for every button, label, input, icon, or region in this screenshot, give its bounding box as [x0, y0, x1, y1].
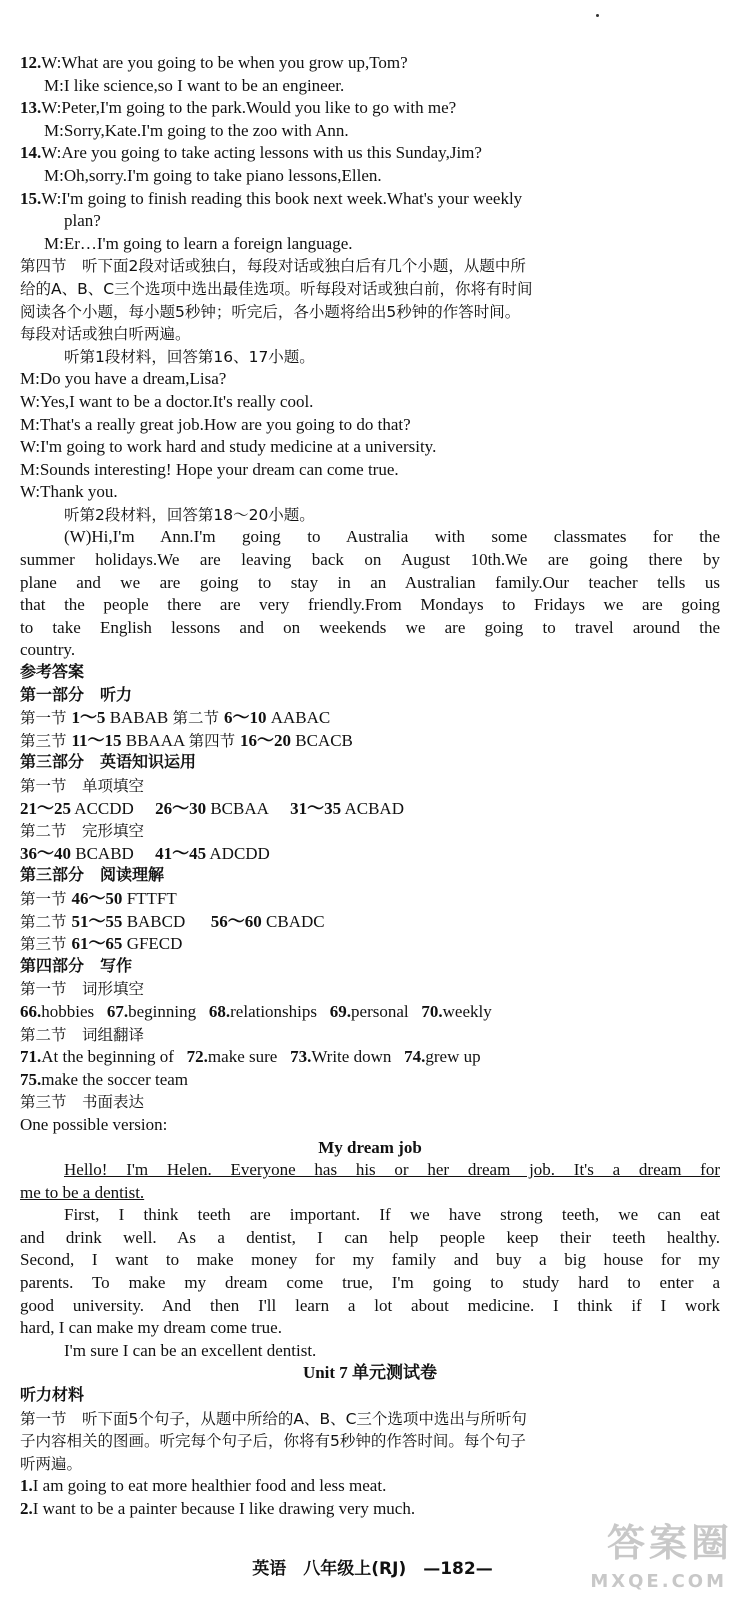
dialog-line: W:Thank you.	[20, 482, 118, 502]
monologue	[20, 526, 720, 662]
answer-line: 第一节 1～5 BABAB 第二节 6～10 AABAC	[20, 708, 331, 728]
essay-line: good university. And then I'll learn a lot about medicine. I think if I work	[20, 1295, 720, 1315]
monologue-line: that the people there are very friendly.From Mondays to Fridays we are going	[20, 595, 720, 615]
instruction-line: 阅读各个小题，每小题5秒钟；听完后，各小题将给出5秒钟的作答时间。	[20, 302, 521, 321]
answer-line: 第二节 51～55 BABCD 56～60 CBADC	[20, 911, 325, 931]
dialog-line: 15.W:I'm going to finish reading this book next week.What's your weekly	[20, 188, 523, 208]
sec1-title: 第一节 单项填空	[20, 777, 145, 795]
monologue-line: plane and we are going to stay in an Australian family.Our teacher tells us	[20, 572, 720, 592]
essay-line: I'm sure I can be an excellent dentist.	[64, 1340, 317, 1360]
essay-line: First, I think teeth are important. If we have strong teeth, we can eat	[64, 1205, 720, 1225]
monologue-line: (W)Hi,I'm Ann.I'm going to Australia with some classmates for the	[64, 527, 720, 547]
listening-item: 1.I am going to eat more healthier food and less meat.	[20, 1476, 387, 1496]
essay-line: me to be a dentist.	[20, 1182, 145, 1202]
monologue-line: to take English lessons and on weekends we are going to travel around the	[20, 617, 720, 637]
w2-title: 第二节 词组翻译	[20, 1025, 145, 1044]
part1-title: 第一部分 听力	[20, 686, 133, 704]
unit7	[20, 1362, 720, 1520]
instruction-line: 子内容相关的图画。听完每个句子后，你将有5秒钟的作答时间。每个句子	[20, 1432, 526, 1451]
sec2-title: 第二节 完形填空	[20, 822, 145, 841]
essay-line: Hello! I'm Helen. Everyone has his or her dream job. It's a dream for	[64, 1160, 720, 1180]
unit7-title: Unit 7 单元测试卷	[302, 1363, 438, 1383]
watermark-logo	[559, 1512, 739, 1592]
dialog-line: 14.W:Are you going to take acting lessons with us this Sunday,Jim?	[20, 143, 482, 163]
watermark-url: MXQE.COM	[590, 1571, 727, 1592]
answer-line: 66.hobbies 67.beginning 68.relationships 69.personal 70.weekly	[20, 1001, 492, 1021]
answer-line: 第三节 61～65 GFECD	[20, 934, 183, 954]
answer-line: 75.make the soccer team	[20, 1069, 189, 1089]
dialog-line: 12.W:What are you going to be when you grow up,Tom?	[20, 53, 408, 72]
section4-instructions	[20, 255, 720, 345]
material1-header: 听第1段材料，回答第16、17小题。	[64, 347, 315, 366]
essay	[20, 1137, 720, 1363]
part3a-title: 第三部分 英语知识运用	[20, 754, 197, 772]
dialog-line: W:I'm going to work hard and study medicine at a university.	[20, 437, 437, 457]
instruction-line: 听两遍。	[20, 1454, 83, 1473]
part3b-title: 第三部分 阅读理解	[20, 867, 165, 885]
answer-line: 71.At the beginning of 72.make sure 73.Write down 74.grew up	[20, 1047, 481, 1067]
listening-item: 2.I want to be a painter because I like drawing very much.	[20, 1499, 416, 1518]
speck	[596, 14, 599, 17]
dialog-line: M:Sounds interesting! Hope your dream can come true.	[20, 459, 399, 479]
dialog-line: M:Oh,sorry.I'm going to take piano lessons,Ellen.	[44, 165, 382, 185]
material2-header: 听第2段材料，回答第18～20小题。	[64, 505, 315, 524]
dialog-line: M:Sorry,Kate.I'm going to the zoo with Ann.	[44, 120, 349, 140]
answer-key	[20, 662, 720, 1136]
dialog-line: M:Do you have a dream,Lisa?	[20, 369, 227, 389]
version-label: One possible version:	[20, 1114, 168, 1134]
dialog-line: W:Yes,I want to be a doctor.It's really cool.	[20, 391, 314, 411]
answer-line: 第一节 46～50 FTTFT	[20, 888, 177, 908]
part4-title: 第四部分 写作	[20, 957, 133, 975]
watermark-text: 答案圈	[606, 1521, 733, 1565]
dialog-b	[20, 368, 720, 504]
instruction-line: 每段对话或独白听两遍。	[20, 325, 191, 344]
dialog-a	[20, 52, 720, 255]
essay-line: and drink well. As a dentist, I can help people keep their teeth healthy.	[20, 1227, 720, 1247]
essay-line: hard, I can make my dream come true.	[20, 1318, 282, 1338]
instruction-line: 给的A、B、C三个选项中选出最佳选项。听每段对话或独白前，你将有时间	[20, 279, 533, 298]
page-content	[20, 52, 720, 1521]
monologue-line: summer holidays.We are leaving back on August 10th.We are going there by	[20, 550, 720, 570]
w1-title: 第一节 词形填空	[20, 980, 145, 999]
essay-title: My dream job	[318, 1137, 422, 1157]
page-footer: 英语 八年级上(RJ) —182—	[252, 1559, 493, 1579]
dialog-line: M:Er…I'm going to learn a foreign language.	[44, 233, 353, 253]
answer-line: 36～40 BCABD 41～45 ADCDD	[20, 843, 270, 863]
material-title: 听力材料	[20, 1387, 85, 1405]
dialog-line: M:That's a really great job.How are you going to do that?	[20, 414, 411, 434]
monologue-line: country.	[20, 640, 76, 660]
dialog-line: M:I like science,so I want to be an engineer.	[44, 75, 345, 95]
answer-line: 第三节 11～15 BBAAA 第四节 16～20 BCACB	[20, 730, 353, 750]
w3-title: 第三节 书面表达	[20, 1093, 145, 1112]
dialog-line: plan?	[64, 211, 101, 231]
essay-line: parents. To make my dream come true, I'm going to study hard to enter a	[20, 1273, 720, 1293]
answers-title: 参考答案	[20, 664, 85, 682]
answer-line: 21～25 ACCDD 26～30 BCBAA 31～35 ACBAD	[20, 798, 404, 818]
essay-line: Second, I want to make money for my family and buy a big house for my	[20, 1250, 720, 1270]
instruction-line: 第四节 听下面2段对话或独白，每段对话或独白后有几个小题，从题中所	[20, 257, 526, 276]
dialog-line: 13.W:Peter,I'm going to the park.Would you like to go with me?	[20, 98, 457, 118]
instruction-line: 第一节 听下面5个句子，从题中所给的A、B、C三个选项中选出与所听句	[20, 1409, 527, 1428]
